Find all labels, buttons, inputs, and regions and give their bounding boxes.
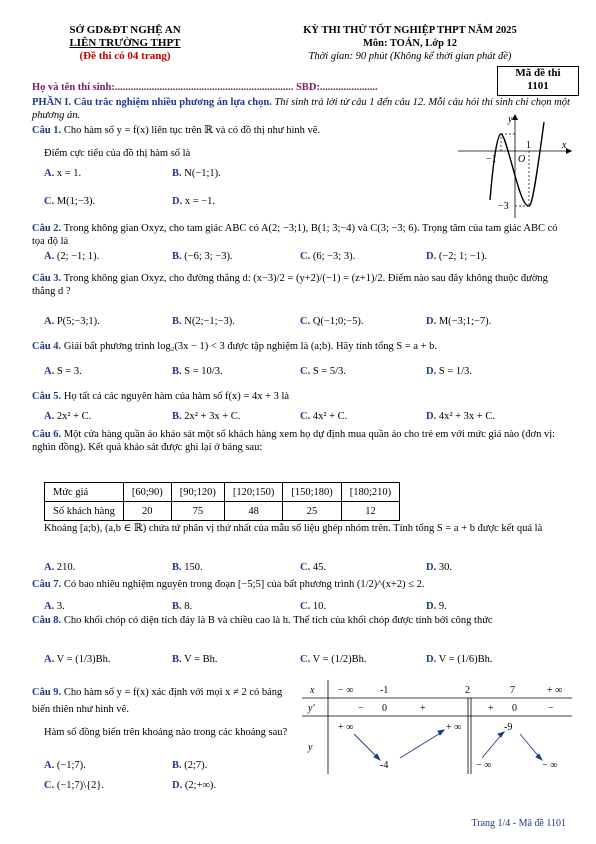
- q9-option-c[interactable]: C. (−1;7)\{2}.: [44, 780, 105, 791]
- q8-option-a[interactable]: A. V = (1/3)Bh.: [44, 654, 111, 665]
- vt-y-value: − ∞: [476, 760, 492, 771]
- vt-sign: −: [548, 703, 554, 714]
- vt-y-value: -4: [380, 760, 389, 771]
- vt-x-value: 2: [465, 685, 470, 696]
- q5-option-b[interactable]: B. 2x² + 3x + C.: [172, 411, 241, 422]
- vt-y-value: + ∞: [338, 722, 354, 733]
- q3-text: Trong không gian Oxyz, cho đường thẳng d: (x−3)/2 = (y+2)/(−1) = (z+1)/2. Điểm nào sau đây không thuộc đường thẳng d ?: [32, 273, 548, 297]
- part1-desc: Thí sinh trả lời từ câu 1 đến câu 12. Mỗi câu hỏi thí sinh chỉ chọn một phương án.: [32, 97, 570, 121]
- exam-code-label: Mã đề thi: [515, 67, 561, 79]
- q6-after: Khoảng [a;b), (a,b ∈ ℝ) chứa tứ phân vị thứ nhất của mẫu số liệu ghép nhóm trên. Tính tổng S = a + b được kết quả là: [44, 523, 543, 534]
- q7-option-a[interactable]: A. 3.: [44, 601, 65, 612]
- q3-option-b[interactable]: B. N(2;−1;−3).: [172, 316, 235, 327]
- q5-text: Họ tất cả các nguyên hàm của hàm số f(x) = 4x + 3 là: [61, 391, 290, 402]
- vt-yp-label: y': [308, 703, 315, 714]
- vt-x-value: 7: [510, 685, 515, 696]
- q7-option-b[interactable]: B. 8.: [172, 601, 193, 612]
- table-cell: [150;180): [283, 483, 341, 502]
- q4-label: Câu 4.: [32, 341, 62, 352]
- q6-option-b[interactable]: B. 150.: [172, 562, 203, 573]
- graph-minus1-label: −1: [486, 154, 497, 165]
- q5-option-c[interactable]: C. 4x² + C.: [300, 411, 348, 422]
- q6-label: Câu 6.: [32, 429, 62, 440]
- variation-table: [302, 680, 574, 776]
- q2-option-a[interactable]: A. (2; −1; 1).: [44, 251, 100, 262]
- table-row: [45, 483, 400, 502]
- table-cell: Số khách hàng: [45, 502, 124, 521]
- q6-option-d[interactable]: D. 30.: [426, 562, 452, 573]
- question-7: [32, 578, 572, 591]
- survey-table: [44, 482, 400, 521]
- table-cell: [120;150): [224, 483, 282, 502]
- part1-title: PHẦN I. Câu trắc nghiệm nhiều phương án lựa chọn.: [32, 97, 272, 108]
- table-cell: [90;120): [171, 483, 224, 502]
- table-cell: Mức giá: [45, 483, 124, 502]
- q1-option-c[interactable]: C. M(1;−3).: [44, 196, 96, 207]
- table-cell: 20: [123, 502, 171, 521]
- function-curve: [490, 122, 544, 206]
- header-left: [30, 24, 220, 63]
- q9-label: Câu 9.: [32, 687, 62, 698]
- q9-text: Cho hàm số y = f(x) xác định với mọi x ≠ 2 có bảng biến thiên như hình vẽ.: [32, 687, 283, 715]
- q7-label: Câu 7.: [32, 579, 62, 590]
- question-3: [32, 272, 572, 298]
- q3-option-d[interactable]: D. M(−3;1;−7).: [426, 316, 492, 327]
- q7-option-c[interactable]: C. 10.: [300, 601, 326, 612]
- vt-y-label: y: [308, 742, 313, 753]
- graph-origin-label: O: [518, 154, 526, 165]
- table-row: [45, 502, 400, 521]
- q4-option-b[interactable]: B. S = 10/3.: [172, 366, 223, 377]
- q3-option-a[interactable]: A. P(5;−3;1).: [44, 316, 100, 327]
- vt-sign: +: [420, 703, 426, 714]
- table-cell: 75: [171, 502, 224, 521]
- q2-option-d[interactable]: D. (−2; 1; −1).: [426, 251, 488, 262]
- school-name: LIÊN TRƯỜNG THPT: [69, 37, 181, 49]
- q2-text: Trong không gian Oxyz, cho tam giác ABC có A(2; −3;1), B(1; 3;−4) và C(3; −3; 6). Trọng tâm của tam giác ABC có tọa độ là: [32, 223, 558, 247]
- vt-sign: 0: [382, 703, 387, 714]
- q1-graph: [458, 112, 574, 220]
- q1-label: Câu 1.: [32, 125, 62, 136]
- graph-minus3-label: −3: [498, 201, 509, 212]
- vt-y-value: + ∞: [446, 722, 462, 733]
- header-right: [245, 24, 575, 63]
- q6-option-c[interactable]: C. 45.: [300, 562, 326, 573]
- q8-text: Cho khối chóp có diện tích đáy là B và chiều cao là h. Thể tích của khối chóp được tính bởi công thức: [61, 615, 493, 626]
- vt-x-value: + ∞: [547, 685, 563, 696]
- question-6: [32, 428, 572, 454]
- q2-option-b[interactable]: B. (−6; 3; −3).: [172, 251, 233, 262]
- vt-sign: 0: [512, 703, 517, 714]
- vt-y-value: -9: [504, 722, 513, 733]
- exam-code-box: [497, 66, 579, 96]
- q6-option-a[interactable]: A. 210.: [44, 562, 76, 573]
- q9-sub: Hàm số đồng biến trên khoảng nào trong các khoảng sau?: [44, 727, 288, 738]
- q1-option-a[interactable]: A. x = 1.: [44, 168, 82, 179]
- q5-option-d[interactable]: D. 4x² + 3x + C.: [426, 411, 495, 422]
- q8-option-c[interactable]: C. V = (1/2)Bh.: [300, 654, 367, 665]
- q8-option-b[interactable]: B. V = Bh.: [172, 654, 218, 665]
- q1-text: Cho hàm số y = f(x) liên tục trên ℝ và có đồ thị như hình vẽ.: [61, 125, 321, 136]
- subject: Môn: TOÁN, Lớp 12: [362, 38, 458, 49]
- q8-option-d[interactable]: D. V = (1/6)Bh.: [426, 654, 493, 665]
- question-4: [32, 340, 572, 353]
- vt-arrows: [354, 730, 542, 760]
- q9-option-b[interactable]: B. (2;7).: [172, 760, 208, 771]
- q7-text: Có bao nhiêu nghiệm nguyên trong đoạn [−5;5] của bất phương trình (1/2)^(x+2) ≤ 2.: [61, 579, 425, 590]
- q4-text: Giải bất phương trình log₂(3x − 1) < 3 được tập nghiệm là (a;b). Hãy tính tổng S = a + b.: [61, 341, 438, 352]
- q8-label: Câu 8.: [32, 615, 62, 626]
- q9-option-d[interactable]: D. (2;+∞).: [172, 780, 217, 791]
- table-cell: [60;90): [123, 483, 171, 502]
- q5-option-a[interactable]: A. 2x² + C.: [44, 411, 92, 422]
- question-5: [32, 390, 572, 403]
- dept-name: SỞ GD&ĐT NGHỆ AN: [69, 24, 181, 36]
- q4-option-c[interactable]: C. S = 5/3.: [300, 366, 346, 377]
- exam-code: 1101: [527, 80, 549, 92]
- question-9: [32, 684, 297, 718]
- q1-option-d[interactable]: D. x = −1.: [172, 196, 216, 207]
- exam-title: KỲ THI THỬ TỐT NGHIỆP THPT NĂM 2025: [303, 25, 517, 36]
- q1-sub: Điểm cực tiểu của đồ thị hàm số là: [44, 148, 191, 159]
- q3-option-c[interactable]: C. Q(−1;0;−5).: [300, 316, 364, 327]
- table-cell: [180;210): [341, 483, 399, 502]
- student-info-line: Họ và tên thí sinh:.................................................................... SBD:......................: [32, 82, 378, 93]
- vt-x-value: − ∞: [338, 685, 354, 696]
- vt-y-value: − ∞: [542, 760, 558, 771]
- question-1: [32, 124, 442, 137]
- vt-sign: −: [358, 703, 364, 714]
- q4-option-d[interactable]: D. S = 1/3.: [426, 366, 472, 377]
- q7-option-d[interactable]: D. 9.: [426, 601, 447, 612]
- q9-option-a[interactable]: A. (−1;7).: [44, 760, 86, 771]
- table-cell: 48: [224, 502, 282, 521]
- vt-x-label: x: [310, 685, 315, 696]
- q1-option-b[interactable]: B. N(−1;1).: [172, 168, 221, 179]
- page-footer: Trang 1/4 - Mã đề 1101: [471, 818, 566, 829]
- q2-option-c[interactable]: C. (6; −3; 3).: [300, 251, 356, 262]
- vt-x-value: -1: [380, 685, 389, 696]
- table-cell: 12: [341, 502, 399, 521]
- vt-sign: +: [488, 703, 494, 714]
- q2-label: Câu 2.: [32, 223, 62, 234]
- q4-option-a[interactable]: A. S = 3.: [44, 366, 82, 377]
- exam-time: Thời gian: 90 phút (Không kể thời gian phát đề): [308, 51, 512, 62]
- page-count: (Đề thi có 04 trang): [79, 50, 171, 62]
- graph-x-label: x: [562, 140, 567, 151]
- graph-y-label: y: [508, 114, 513, 125]
- graph-one-label: 1: [526, 140, 531, 151]
- q3-label: Câu 3.: [32, 273, 62, 284]
- table-cell: 25: [283, 502, 341, 521]
- q5-label: Câu 5.: [32, 391, 62, 402]
- q6-text: Một cửa hàng quần áo khảo sát một số khách hàng xem họ dự định mua quần áo cho trẻ em với mức giá nào (đơn vị: nghìn đồng). Kết quả khảo sát được ghi lại ở bảng sau:: [32, 429, 556, 453]
- question-2: [32, 222, 572, 248]
- question-8: [32, 614, 572, 627]
